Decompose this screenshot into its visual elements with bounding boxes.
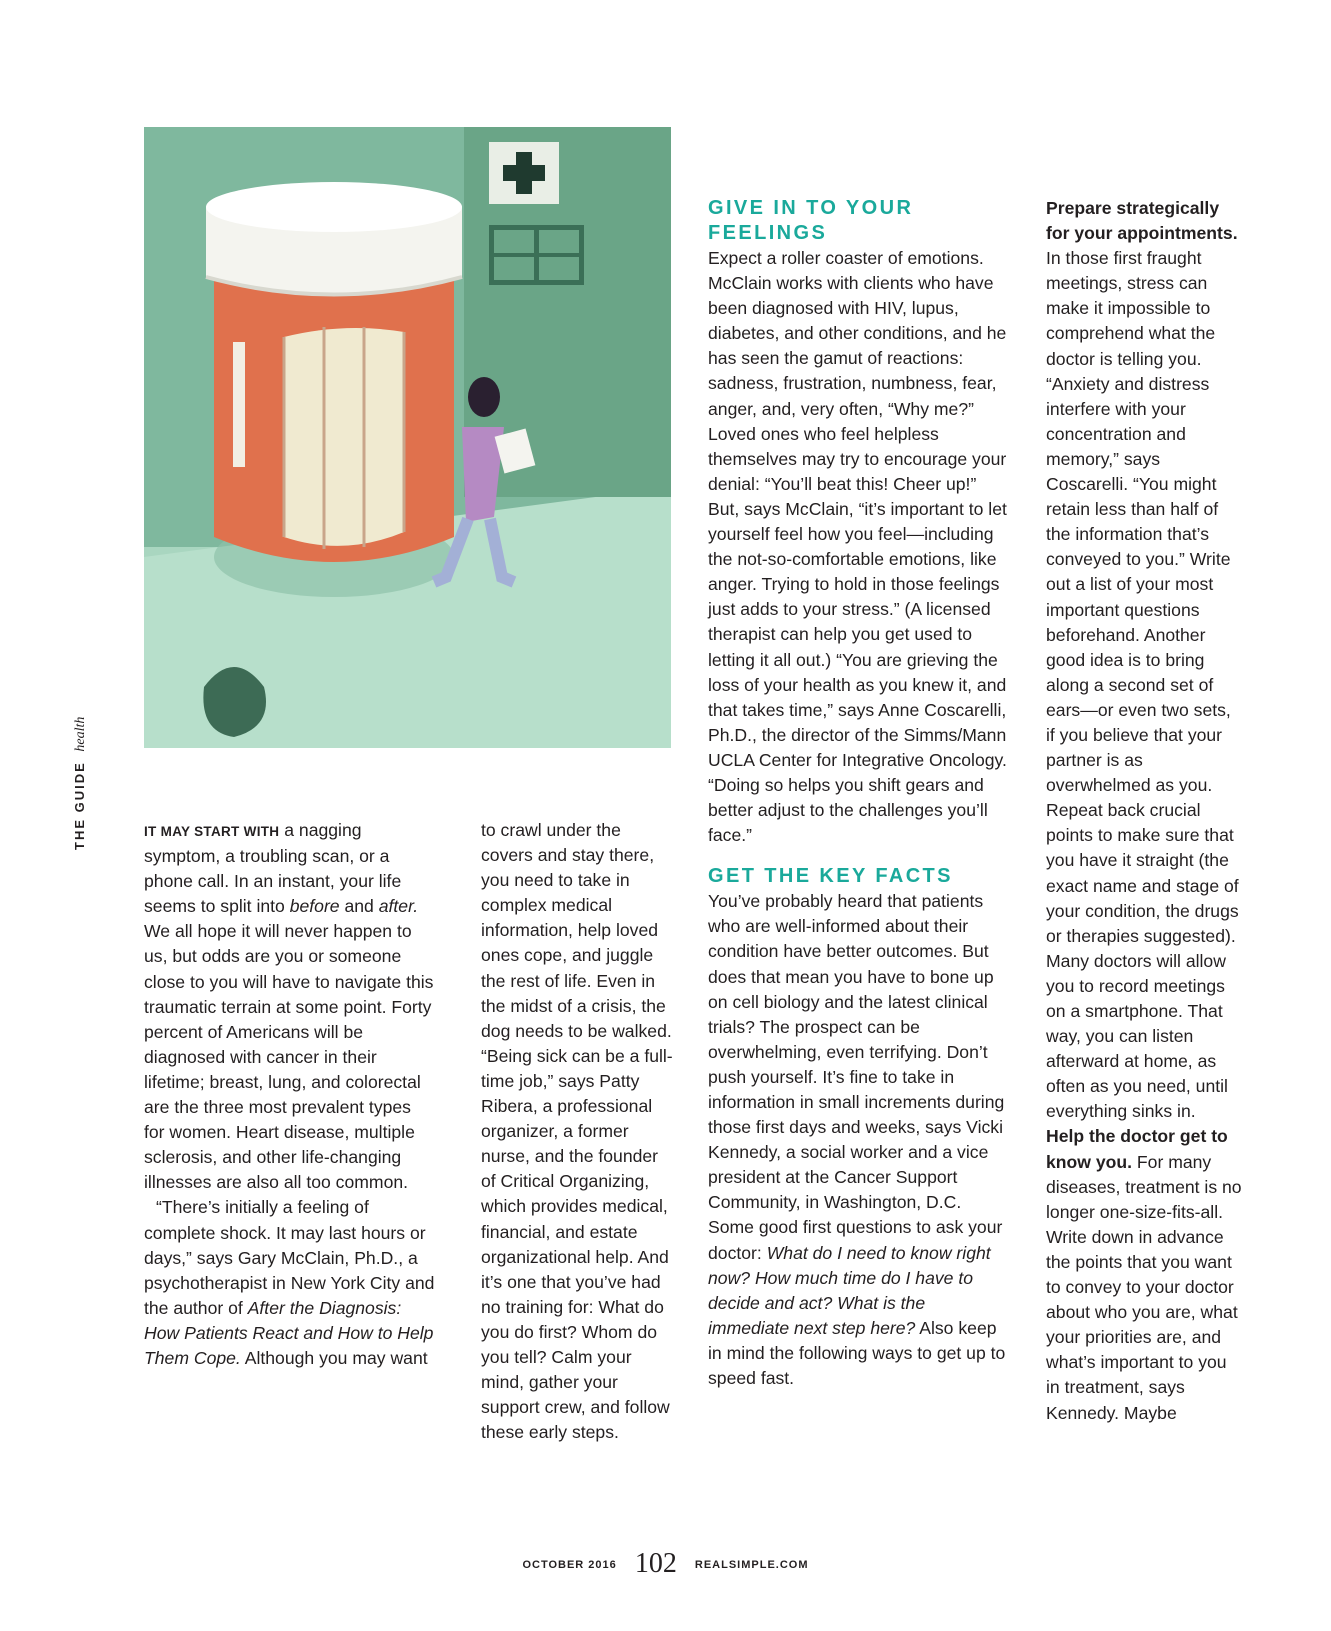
text-span: a nagging symptom, a troubling scan, or a phone call. In an instant, your life seems to split into [144,820,402,917]
column-2 [481,818,675,1445]
text-span: Although you may want [240,1347,428,1368]
subhead-help-doctor: Help the doctor get to know you. [1046,1126,1228,1172]
page-number: 102 [634,1548,677,1579]
text-span: Also keep in mind the following ways to get up to speed fast. [708,1317,1006,1389]
column-3 [708,196,1010,1391]
lead-in: IT MAY START WITH [144,824,280,839]
text-italic: before [289,896,340,917]
body-paragraph: to crawl under the covers and stay there, you need to take in complex medical information, help loved ones cope, and juggle the rest of life. Even in the midst of a crisis, the dog needs to be walked. “Being sick can be a full-time job,” says Patty Ribera, a professional organizer, a former nurse, and the founder of Critical Organizing, which provides medical, financial, and estate organizational help. And it’s one that you’ve had no training for: What do you do first? Whom do you tell? Calm your mind, gather your support crew, and follow these early steps. [481,820,673,1443]
subhead-prepare: Prepare strategically for your appointments. [1046,198,1238,244]
column-1 [144,818,436,1371]
heading-feelings: GIVE IN TO YOUR FEELINGS [708,197,914,244]
intro-paragraph [144,818,436,1195]
text-italic: What do I need to know right now? How much time do I have to decide and act? What is the immediate next step here? [708,1242,991,1338]
book-title: After the Diagnosis: How Patients React and How to Help Them Cope. [144,1297,434,1368]
section-label: health [73,716,88,752]
text-span: We all hope it will never happen to us, but odds are you or someone close to you will have to navigate this traumatic terrain at some point. Forty percent of Americans will be diagnosed with cancer in their lifetime; breast, lung, and colorectal are the three most prevalent types for women. Heart disease, multiple sclerosis, and other life-changing illnesses are also all too common. [144,921,434,1193]
appointments-paragraph [1046,196,1242,1124]
hospital-illustration [144,127,671,748]
text-span: “There’s initially a feeling of complete shock. It may last hours or days,” says Gary McClain, Ph.D., a psychotherapist in New York City and the author of [144,1197,435,1318]
guide-label: THE GUIDE [72,761,87,850]
issue-date: OCTOBER 2016 [522,1559,617,1571]
heading-key-facts: GET THE KEY FACTS [708,865,953,888]
feelings-paragraph: Expect a roller coaster of emotions. McClain works with clients who have been diagnosed with HIV, lupus, diabetes, and other conditions, and he has seen the gamut of reactions: sadness, frustration, numbness, fear, anger, and, very often, “Why me?” Loved ones who feel helpless themselves may try to encourage your denial: “You’ll beat this! Cheer up!” But, says McClain, “it’s important to let yourself feel how you feel—including the not-so-comfortable emotions, like anger. Trying to hold in those feelings just adds to your stress.” (A licensed therapist can help you get used to letting it all out.) “You are grieving the loss of your health as you knew it, and that takes time,” says Anne Coscarelli, Ph.D., the director of the Simms/Mann UCLA Center for Integrative Oncology. “Doing so helps you shift gears and better adjust to the challenges you’ll face.” [708,248,1007,846]
website: REALSIMPLE.COM [694,1559,809,1571]
text-span: You’ve probably heard that patients who are well-informed about their condition have better outcomes. But does that mean you have to bone up on cell biology and the latest clinical trials? The prospect can be overwhelming, even terrifying. Don’t push yourself. It’s fine to take in information in small increments during those first days and weeks, says Vicki Kennedy, a social worker and a vice president at the Cancer Support Community, in Washington, D.C. Some good first questions to ask your doctor: [708,891,1005,1263]
section-tag [72,717,89,850]
column-4 [1046,196,1242,1426]
doctor-paragraph [1046,1124,1242,1425]
text-italic: after. [378,896,419,917]
text-span: For many diseases, treatment is no longer one-size-fits-all. Write down in advance the points that you want to convey to your doctor about who you are, what your priorities are, and what’s important to you in treatment, says Kennedy. Maybe [1046,1151,1242,1423]
key-facts-paragraph [708,889,1010,1391]
page-footer [0,1548,1331,1580]
text-span: and [339,896,379,917]
quote-paragraph [144,1195,436,1371]
text-span: In those first fraught meetings, stress can make it impossible to comprehend what the doctor is telling you. “Anxiety and distress interfere with your concentration and memory,” says Coscarelli. “You might retain less than half of the information that’s conveyed to you.” Write out a list of your most important questions beforehand. Another good idea is to bring along a second set of ears—or even two sets, if you believe that your partner is as overwhelmed as you. Repeat back crucial points to make sure that you have it straight (the exact name and stage of your condition, the drugs or therapies suggested). Many doctors will allow you to record meetings on a smartphone. That way, you can listen afterward at home, as often as you need, until everything sinks in. [1046,248,1239,1122]
